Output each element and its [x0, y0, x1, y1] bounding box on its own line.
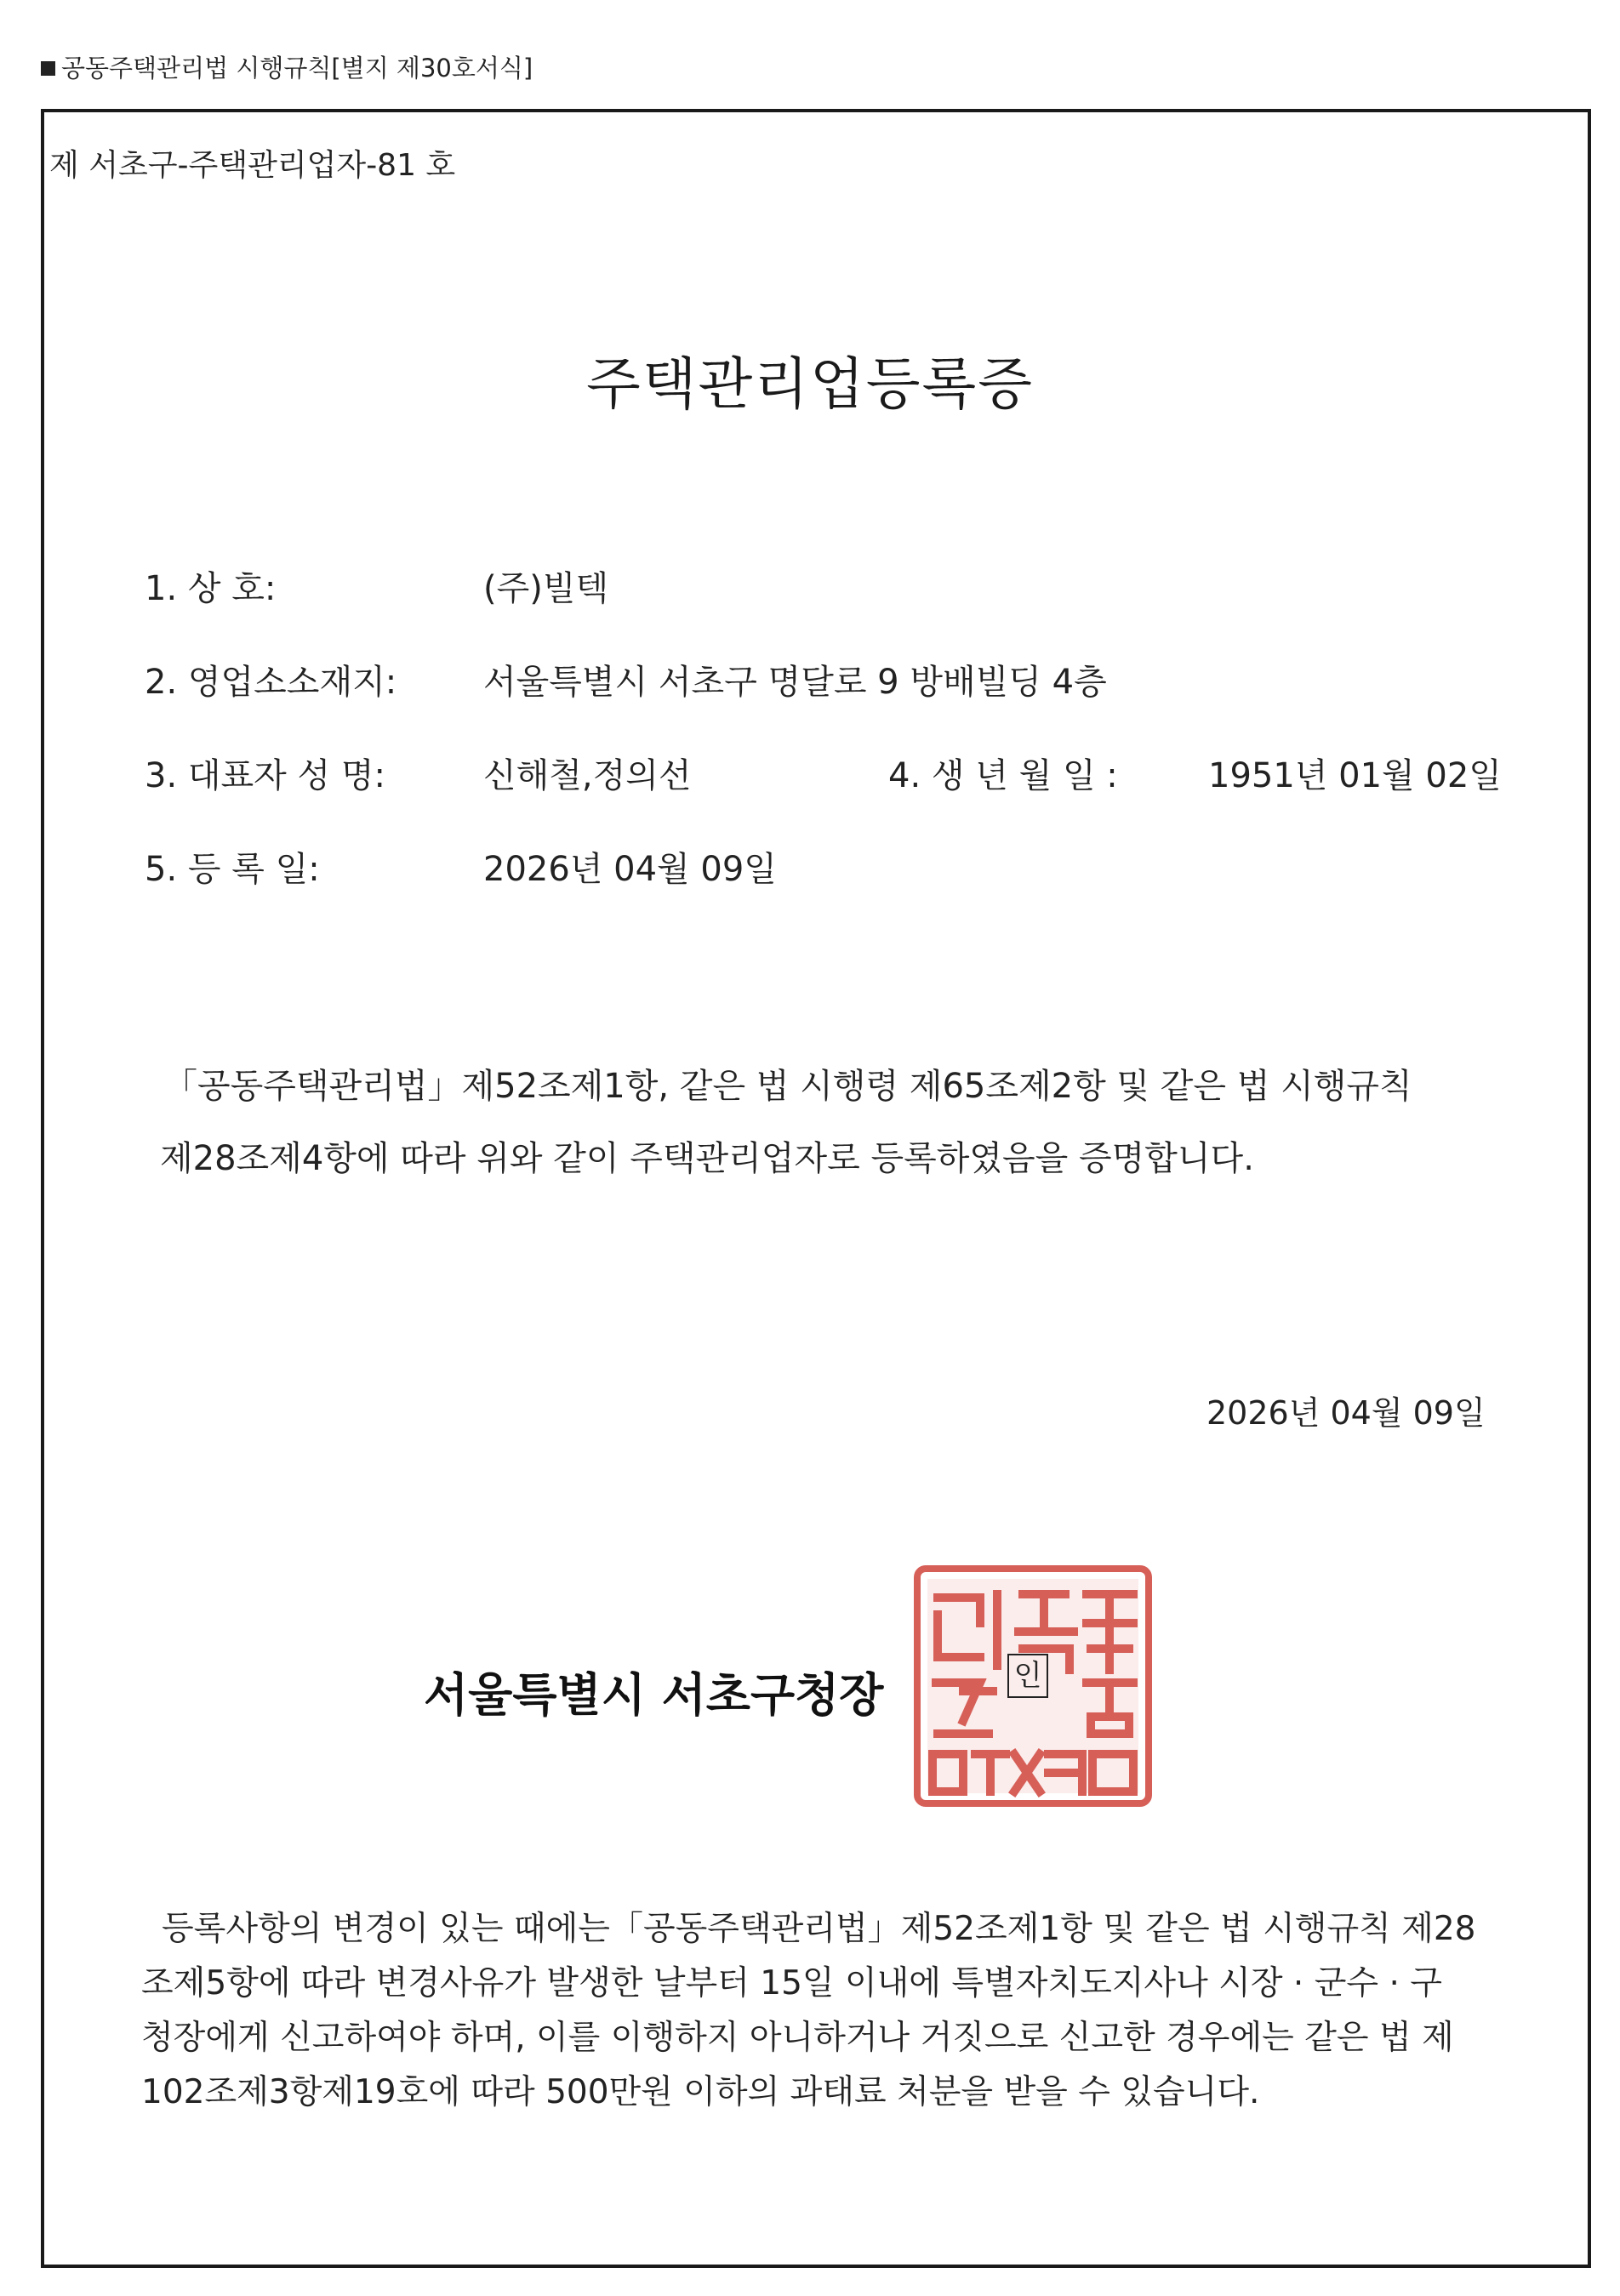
trade-name-value: (주)빌텍	[483, 569, 609, 608]
square-bullet-icon	[41, 61, 55, 76]
business-address-value: 서울특별시 서초구 명달로 9 방배빌딩 4층	[483, 663, 1107, 702]
notice-line-2: 조제5항에 따라 변경사유가 발생한 날부터 15일 이내에 특별자치도지사나 시장 · 군수 · 구	[141, 1964, 1442, 2003]
body-line-1: 「공동주택관리법」제52조제1항, 같은 법 시행령 제65조제2항 및 같은 법 시행규칙	[163, 1067, 1412, 1106]
birth-date-value: 1951년 01월 02일	[1208, 756, 1502, 795]
representative-label: 3. 대표자 성 명:	[145, 756, 385, 795]
trade-name-label: 1. 상 호:	[145, 569, 277, 608]
notice-line-3: 청장에게 신고하여야 하며, 이를 이행하지 아니하거나 거짓으로 신고한 경우에는 같은 법 제	[141, 2019, 1454, 2057]
form-reference	[41, 49, 533, 84]
registration-number: 제 서초구-주택관리업자-81 호	[49, 148, 456, 183]
issue-date: 2026년 04월 09일	[1206, 1394, 1486, 1432]
notice-line-4: 102조제3항제19호에 따라 500만원 이하의 과태료 처분을 받을 수 있습니다.	[141, 2073, 1260, 2111]
issuer-name: 서울특별시 서초구청장	[424, 1668, 884, 1722]
body-line-2: 제28조제4항에 따라 위와 같이 주택관리업자로 등록하였음을 증명합니다.	[160, 1139, 1254, 1178]
form-reference-text: 공동주택관리법 시행규칙[별지 제30호서식]	[61, 54, 533, 83]
seal-mark: 인	[1007, 1654, 1048, 1698]
birth-date-label: 4. 생 년 월 일 :	[888, 756, 1118, 795]
notice-line-1: 등록사항의 변경이 있는 때에는「공동주택관리법」제52조제1항 및 같은 법 시행규칙 제28	[162, 1910, 1476, 1948]
document-title: 주택관리업등록증	[585, 351, 1035, 417]
registration-date-label: 5. 등 록 일:	[145, 850, 320, 889]
registration-date-value: 2026년 04월 09일	[483, 850, 777, 889]
representative-value: 신해철,정의선	[483, 756, 692, 795]
business-address-label: 2. 영업소소재지:	[145, 663, 397, 702]
